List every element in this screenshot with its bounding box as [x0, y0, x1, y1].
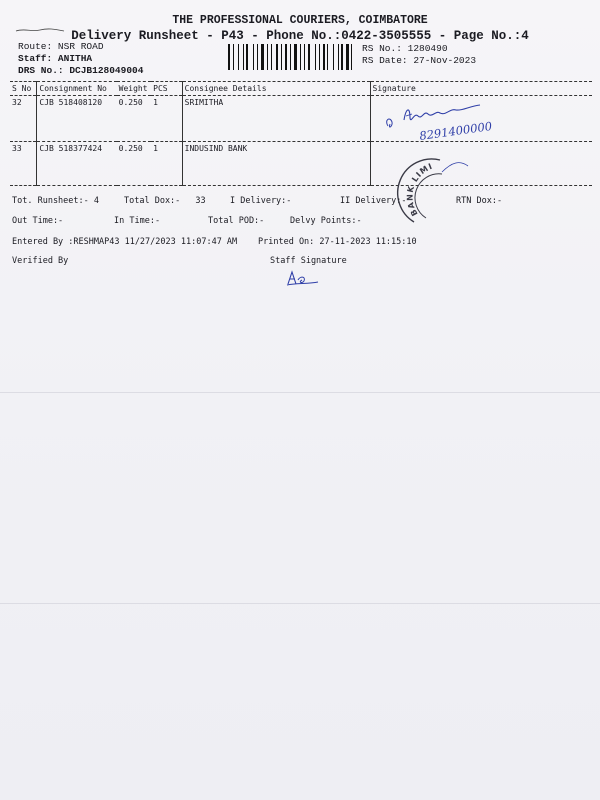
rs-no-line	[362, 43, 448, 54]
route-value: NSR ROAD	[57, 41, 104, 52]
barcode-bar	[306, 44, 307, 70]
barcode-bar	[294, 44, 297, 70]
barcode-bar	[267, 44, 268, 70]
cell-consignment: CJB 518408120	[37, 96, 117, 142]
barcode-bar	[308, 44, 310, 70]
barcode-bar	[255, 44, 256, 70]
barcode-bar	[288, 44, 289, 70]
barcode-bar	[269, 44, 271, 70]
barcode-bar	[304, 44, 305, 70]
barcode-bar	[321, 44, 322, 70]
barcode-bar	[273, 44, 275, 70]
fold-line	[0, 392, 600, 393]
table-row	[10, 142, 592, 186]
staff-value: ANITHA	[57, 53, 93, 64]
cell-pcs: 1	[153, 98, 158, 107]
barcode-bar	[333, 44, 334, 70]
delvy-points: Delvy Points:-	[290, 216, 362, 226]
out-time: Out Time:-	[12, 216, 64, 226]
barcode-bar	[276, 44, 279, 70]
staff-signature-label: Staff Signature	[270, 256, 347, 266]
column-header: Signature	[370, 82, 592, 96]
barcode-bar	[353, 44, 355, 70]
stamp-text: BANK LIMITE	[392, 145, 435, 218]
total-dox	[124, 196, 206, 206]
runsheet-subtitle: Delivery Runsheet - P43 - Phone No.:0422-3505555 - Page No.:4	[71, 29, 529, 43]
route-line	[18, 41, 104, 52]
cell-consignment: CJB 518377424	[37, 142, 117, 186]
barcode-bar	[243, 44, 244, 70]
barcode-bar	[271, 44, 272, 70]
barcode-bar	[326, 44, 327, 70]
barcode-bar	[315, 44, 316, 70]
staff-signature-mark	[284, 268, 324, 288]
cell-sno: 33	[12, 144, 22, 153]
staff-line	[18, 53, 92, 64]
barcode-bar	[335, 44, 337, 70]
barcode-bar	[253, 44, 254, 70]
barcode-bar	[245, 44, 246, 70]
barcode-bar	[351, 44, 352, 70]
handwritten-signature	[380, 98, 500, 148]
barcode-bar	[298, 44, 299, 70]
barcode-bar	[231, 44, 232, 70]
signature-phone-number: 8291400000	[418, 118, 493, 143]
barcode-bar	[327, 44, 328, 70]
barcode-bar	[240, 44, 242, 70]
barcode-bar	[238, 44, 239, 70]
entered-by: Entered By :RESHMAP43 11/27/2023 11:07:47 AM	[12, 237, 238, 247]
ii-delivery: II Delivery:-	[340, 196, 407, 206]
rs-no-value: 1280490	[407, 43, 448, 54]
barcode-bar	[339, 44, 340, 70]
handwritten-scribble	[14, 27, 74, 33]
runsheet-table	[10, 81, 592, 186]
cell-pcs: 1	[153, 144, 158, 153]
svg-text:BANK LIMITE	[393, 145, 434, 217]
route-label: Route:	[18, 41, 53, 52]
barcode-bar	[257, 44, 259, 70]
company-title: THE PROFESSIONAL COURIERS, COIMBATORE	[172, 14, 428, 27]
column-header: Consignment No	[37, 82, 117, 96]
barcode-bar	[319, 44, 320, 70]
column-header: Weight	[118, 84, 148, 93]
total-dox-value: 33	[195, 196, 206, 206]
cell-sno: 32	[12, 98, 22, 107]
barcode-bar	[234, 44, 237, 70]
rtn-dox: RTN Dox:-	[456, 196, 503, 206]
barcode-bar	[261, 44, 264, 70]
printed-on: Printed On: 27-11-2023 11:15:10	[258, 237, 417, 247]
barcode-bar	[283, 44, 284, 70]
table-row	[10, 96, 592, 142]
barcode-bar	[341, 44, 343, 70]
barcode-bar	[302, 44, 304, 70]
barcode-bar	[285, 44, 287, 70]
total-pod: Total POD:-	[208, 216, 265, 226]
barcode-bar	[300, 44, 301, 70]
drs-value: DCJB128049004	[69, 65, 144, 76]
barcode-bar	[228, 44, 230, 70]
rs-no-label: RS No.:	[362, 43, 402, 54]
barcode	[228, 44, 356, 70]
in-time: In Time:-	[114, 216, 161, 226]
cell-weight: 0.250	[118, 98, 143, 107]
cell-consignee: INDUSIND BANK	[182, 142, 370, 186]
cell-weight: 0.250	[118, 144, 143, 153]
bank-stamp	[392, 145, 486, 232]
barcode-bar	[249, 44, 252, 70]
barcode-bar	[323, 44, 325, 70]
barcode-bar	[290, 44, 292, 70]
barcode-bar	[338, 44, 339, 70]
column-header: S No	[12, 84, 32, 93]
column-header: Consignee Details	[182, 82, 370, 96]
barcode-bar	[265, 44, 266, 70]
barcode-bar	[346, 44, 349, 70]
barcode-bar	[316, 44, 318, 70]
barcode-bar	[292, 44, 293, 70]
i-delivery: I Delivery:-	[230, 196, 292, 206]
rs-date-label: RS Date:	[362, 55, 408, 66]
barcode-bar	[259, 44, 260, 70]
cell-consignee: SRIMITHA	[182, 96, 370, 142]
barcode-bar	[279, 44, 280, 70]
drs-label: DRS No.:	[18, 65, 64, 76]
fold-line	[0, 603, 600, 604]
tot-runsheet: Tot. Runsheet:- 4	[12, 196, 99, 206]
barcode-bar	[329, 44, 332, 70]
staff-label: Staff:	[18, 53, 53, 64]
table-header-row	[10, 82, 592, 96]
rs-date-value: 27-Nov-2023	[413, 55, 477, 66]
column-header: PCS	[153, 84, 168, 93]
barcode-bar	[281, 44, 282, 70]
drs-line	[18, 65, 143, 76]
verified-by: Verified By	[12, 256, 69, 266]
barcode-bar	[344, 44, 345, 70]
barcode-bar	[350, 44, 351, 70]
total-dox-label: Total Dox:-	[124, 196, 181, 206]
barcode-bar	[246, 44, 248, 70]
barcode-bar	[233, 44, 234, 70]
rs-date-line	[362, 55, 476, 66]
barcode-bar	[311, 44, 314, 70]
